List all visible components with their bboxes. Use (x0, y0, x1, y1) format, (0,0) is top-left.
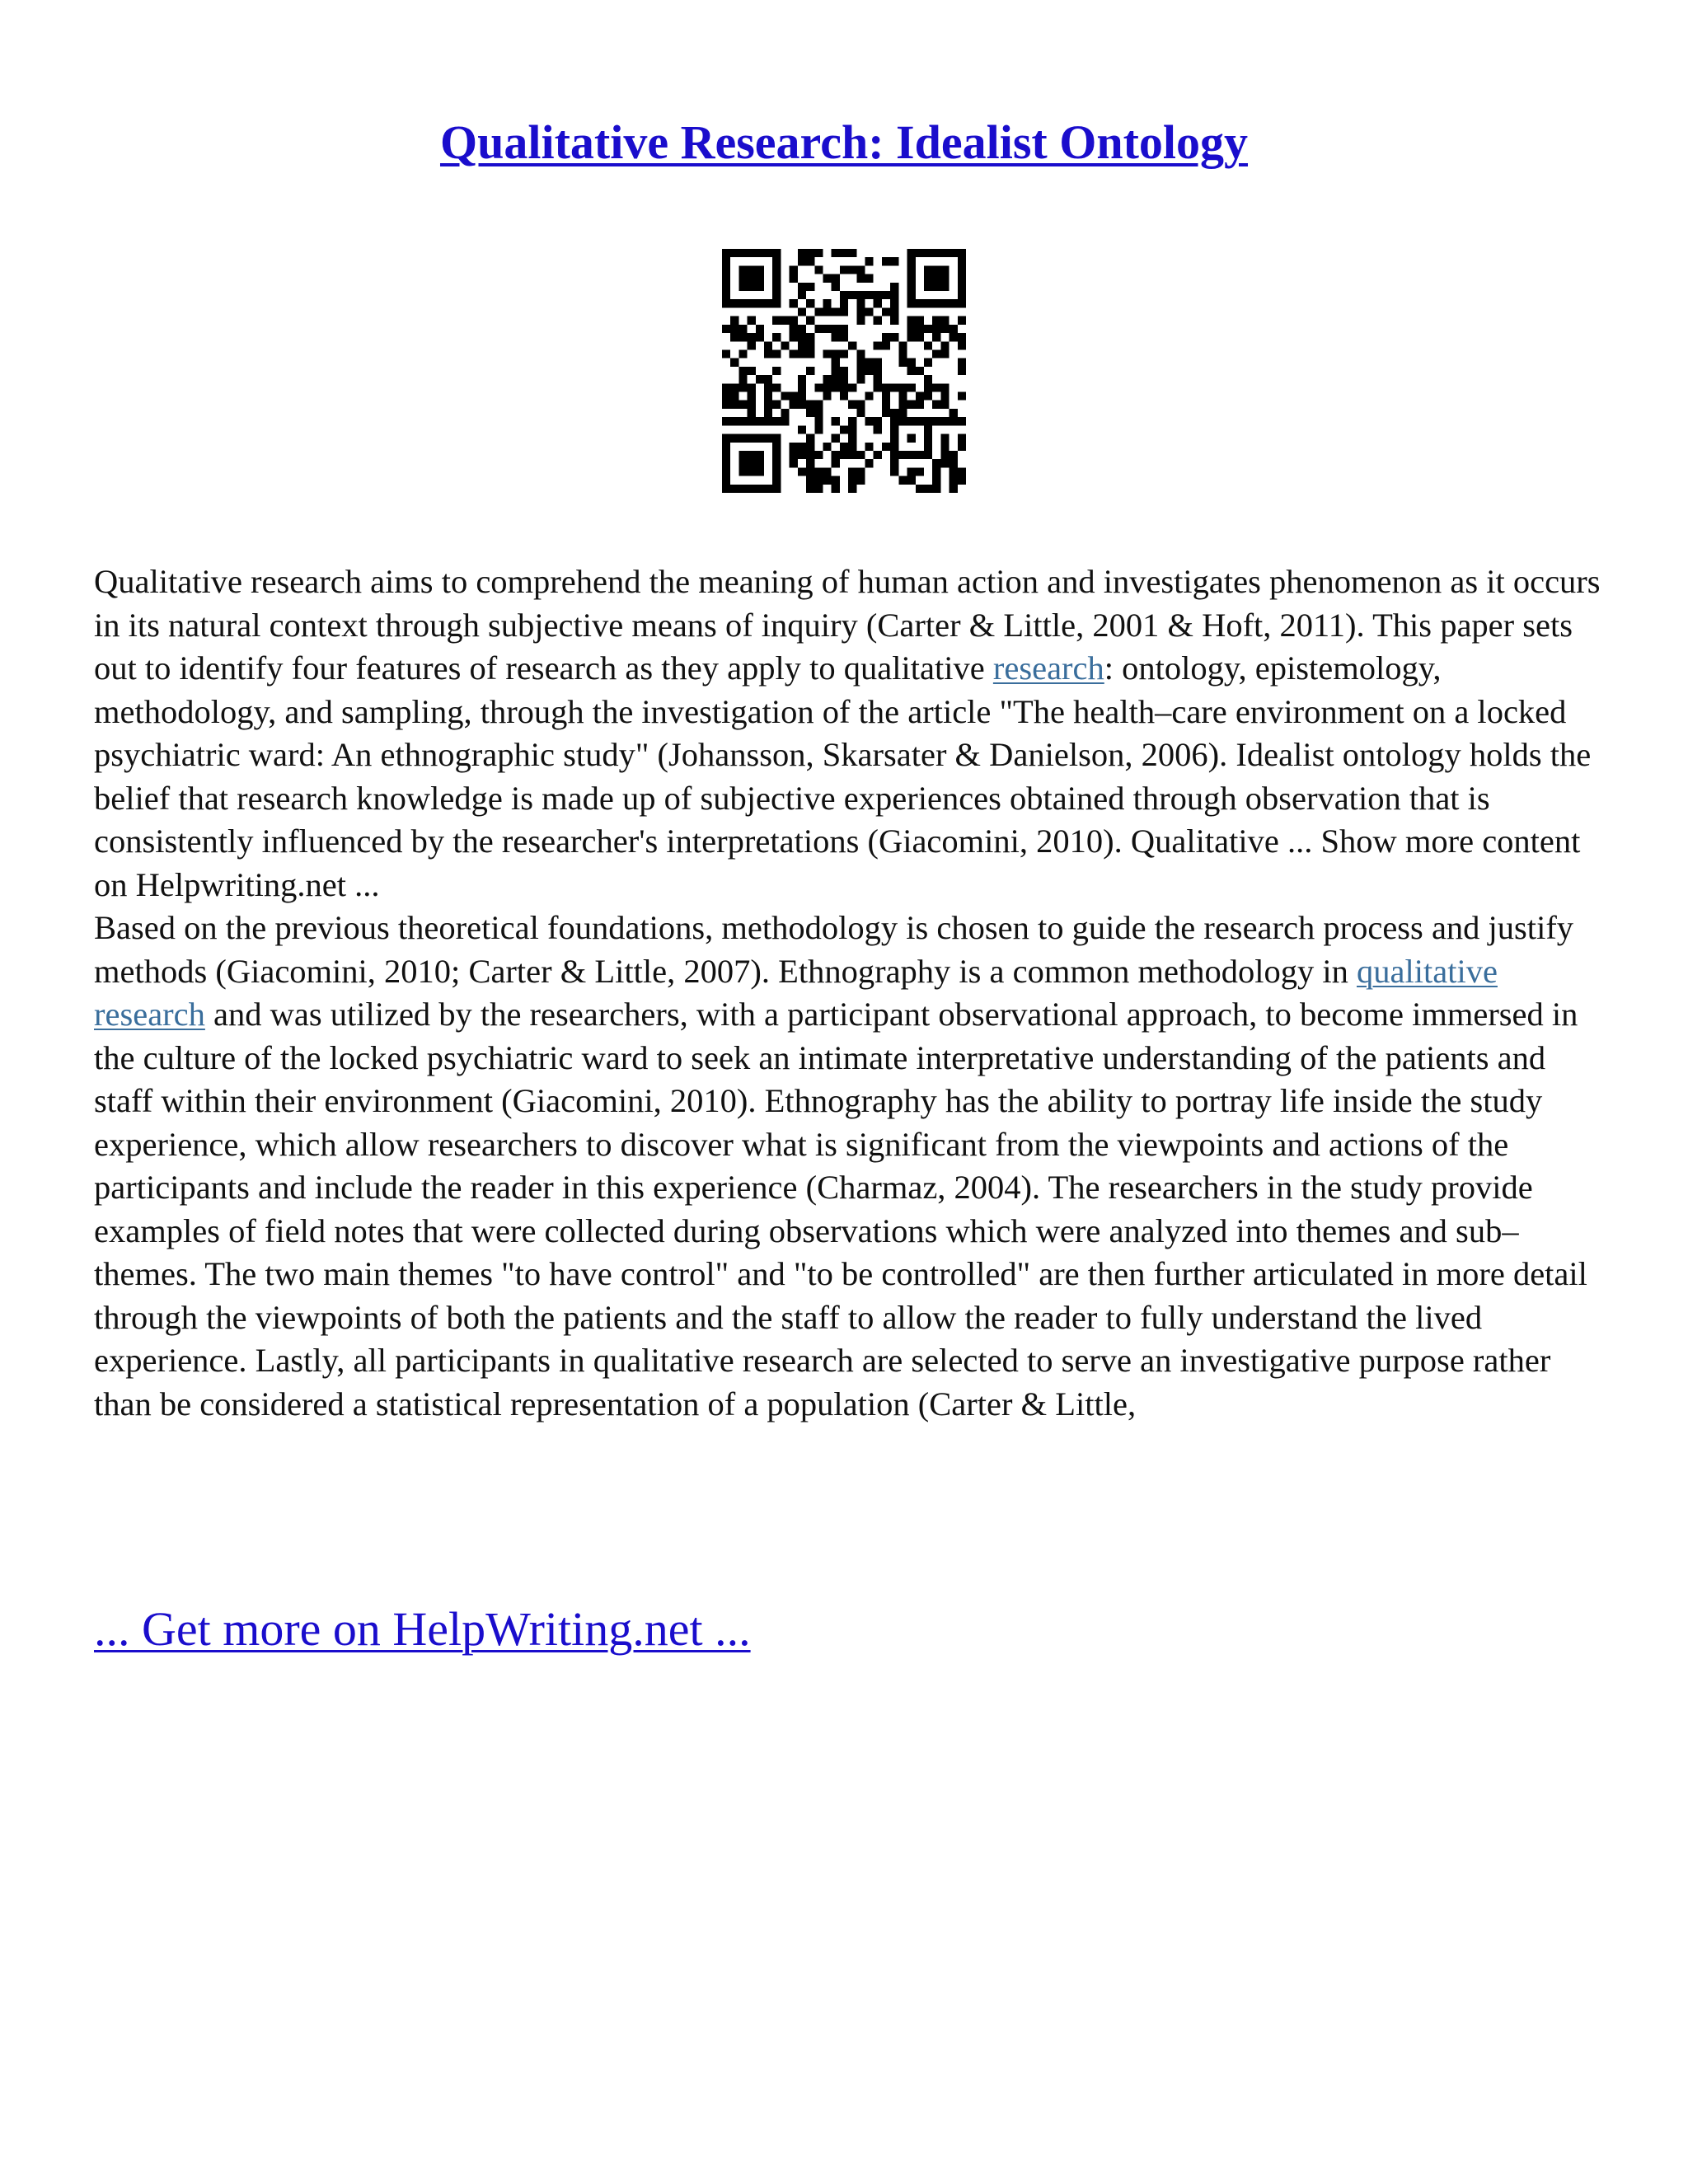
paragraph-methodology-text-2: and was utilized by the researchers, with a participant observational approach, to become immersed in the culture of the locked psychiatric ward to seek an intimate interpretative understanding of the patients and staff within their environment (Giacomini, 2010). Ethnography has the ability to portray life inside the study experience, which allow researchers to discover what is significant from the viewpoints and actions of the participants and include the reader in this experience (Charmaz, 2004). The researchers in the study provide examples of field notes that were collected during observations which were analyzed into themes and sub–themes. The two main themes "to have control" and "to be controlled" are then further articulated in more detail through the viewpoints of both the patients and the staff to allow the reader to fully understand the lived experience. Lastly, all participants in qualitative research are selected to serve an investigative purpose rather than be considered a statistical representation of a population (Carter & Little, (94, 996, 1587, 1422)
get-more-link[interactable]: ... Get more on HelpWriting.net ... (94, 1602, 751, 1656)
paragraph-intro-text-2: : ontology, epistemology, methodology, and sampling, through the investigation of the article "The health–care environment on a locked psychiatric ward: An ethnographic study" (Johansson, Skarsater & Danielson, 2006). Idealist ontology holds the belief that research knowledge is made up of subjective experiences obtained through observation that is consistently influenced by the researcher's interpretations (Giacomini, 2010). Qualitative ... Show more content on Helpwriting.net ... (94, 649, 1592, 903)
paragraph-intro (94, 560, 1602, 907)
document-title-heading (0, 114, 1688, 171)
research-link[interactable]: research (992, 649, 1104, 687)
get-more-container (94, 1601, 751, 1658)
qr-code-image (722, 249, 966, 493)
paragraph-intro-text-1: Qualitative research aims to comprehend the meaning of human action and investigates phenomenon as it occurs in its natural context through subjective means of inquiry (Carter & Little, 2001 & Hoft, 2011). This paper sets out to identify four features of research as they apply to qualitative (94, 563, 1601, 687)
document-title-link[interactable]: Qualitative Research: Idealist Ontology (439, 115, 1249, 169)
document-body (94, 560, 1602, 1426)
paragraph-methodology (94, 907, 1602, 1426)
qualitative-research-link[interactable]: qualitative research (94, 952, 1498, 1033)
paragraph-methodology-text-1: Based on the previous theoretical foundations, methodology is chosen to guide the research process and justify methods (Giacomini, 2010; Carter & Little, 2007). Ethnography is a common methodology in (94, 909, 1574, 990)
